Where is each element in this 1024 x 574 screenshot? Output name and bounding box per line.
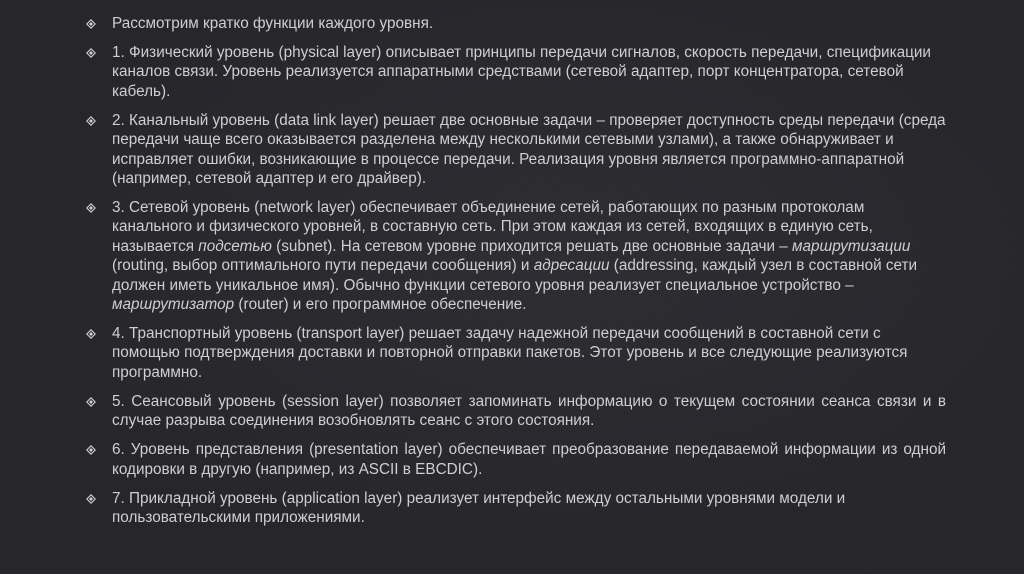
bullet-text: 7. Прикладной уровень (application layer) реализует интерфейс между остальными уровнями модели и пользовательскими приложениями. bbox=[112, 489, 846, 527]
bullet-text: Рассмотрим кратко функции каждого уровня. bbox=[112, 15, 434, 32]
diamond-outline-icon bbox=[86, 48, 96, 58]
bullet-item-presentation-layer bbox=[86, 440, 946, 479]
bullet-text: 6. Уровень представления (presentation layer) обеспечивает преобразование передаваемой информации из одной кодировки в другую (например, из ASCII в EBCDIC). bbox=[112, 441, 946, 478]
term-router: маршрутизатор bbox=[112, 296, 235, 314]
text-segment: (addressing, каждый узел в составной сети должен иметь уникальное имя). Обычно функции сетевого уровня реализует специальное устройство – bbox=[112, 257, 918, 294]
bullet-item-data-link-layer bbox=[86, 111, 946, 189]
term-subnet: подсетью bbox=[198, 237, 272, 255]
term-routing: маршрутизации bbox=[792, 237, 911, 255]
diamond-outline-icon bbox=[86, 445, 96, 455]
text-segment: (subnet). На сетевом уровне приходится решать две основные задачи – bbox=[271, 237, 793, 255]
text-segment: (routing, выбор оптимального пути передачи сообщения) и bbox=[112, 257, 534, 275]
diamond-outline-icon bbox=[86, 397, 96, 407]
text-segment: (router) и его программное обеспечение. bbox=[234, 296, 527, 314]
bullet-item-application-layer bbox=[86, 489, 946, 528]
bullet-text: 1. Физический уровень (physical layer) описывает принципы передачи сигналов, скорость передачи, спецификации каналов связи. Уровень реализуется аппаратными средствами (сетевой адаптер, порт концентратора, сетевой кабель). bbox=[112, 44, 931, 100]
bullet-text bbox=[112, 199, 917, 313]
diamond-outline-icon bbox=[86, 116, 96, 126]
bullet-item-transport-layer bbox=[86, 324, 946, 382]
bullet-text: 5. Сеансовый уровень (session layer) позволяет запоминать информацию о текущем состоянии сеанса связи и в случае разрыва соединения возобновлять сеанс с этого состояния. bbox=[112, 392, 946, 430]
text-segment: 3. Сетевой уровень (network layer) обеспечивает объединение сетей, работающих по разным протоколам канального и физического уровней, в составную сеть. При этом каждая из сетей, входящих в единую сеть, называется bbox=[112, 199, 873, 255]
bullet-text: 2. Канальный уровень (data link layer) решает две основные задачи – проверяет доступность среды передачи (среда передачи чаще всего оказывается разделена между несколькими сетевыми узлами), а также обнаруживает и исправляет ошибки, возникающие в процессе передачи. Реализация уровня является программно-аппаратной (например, сетевой адаптер и его драйвер). bbox=[112, 111, 946, 188]
bullet-list bbox=[86, 14, 946, 537]
diamond-outline-icon bbox=[86, 329, 96, 339]
diamond-outline-icon bbox=[86, 494, 96, 504]
bullet-item-network-layer bbox=[86, 198, 946, 314]
term-addressing: адресации bbox=[533, 257, 610, 275]
bullet-text: 4. Транспортный уровень (transport layer) решает задачу надежной передачи сообщений в составной сети с помощью подтверждения доставки и повторной отправки пакетов. Этот уровень и все следующие реализуются программно. bbox=[112, 325, 908, 381]
bullet-item-intro bbox=[86, 14, 946, 33]
diamond-outline-icon bbox=[86, 203, 96, 213]
bullet-item-physical-layer bbox=[86, 43, 946, 101]
diamond-outline-icon bbox=[86, 19, 96, 29]
bullet-item-session-layer bbox=[86, 392, 946, 431]
